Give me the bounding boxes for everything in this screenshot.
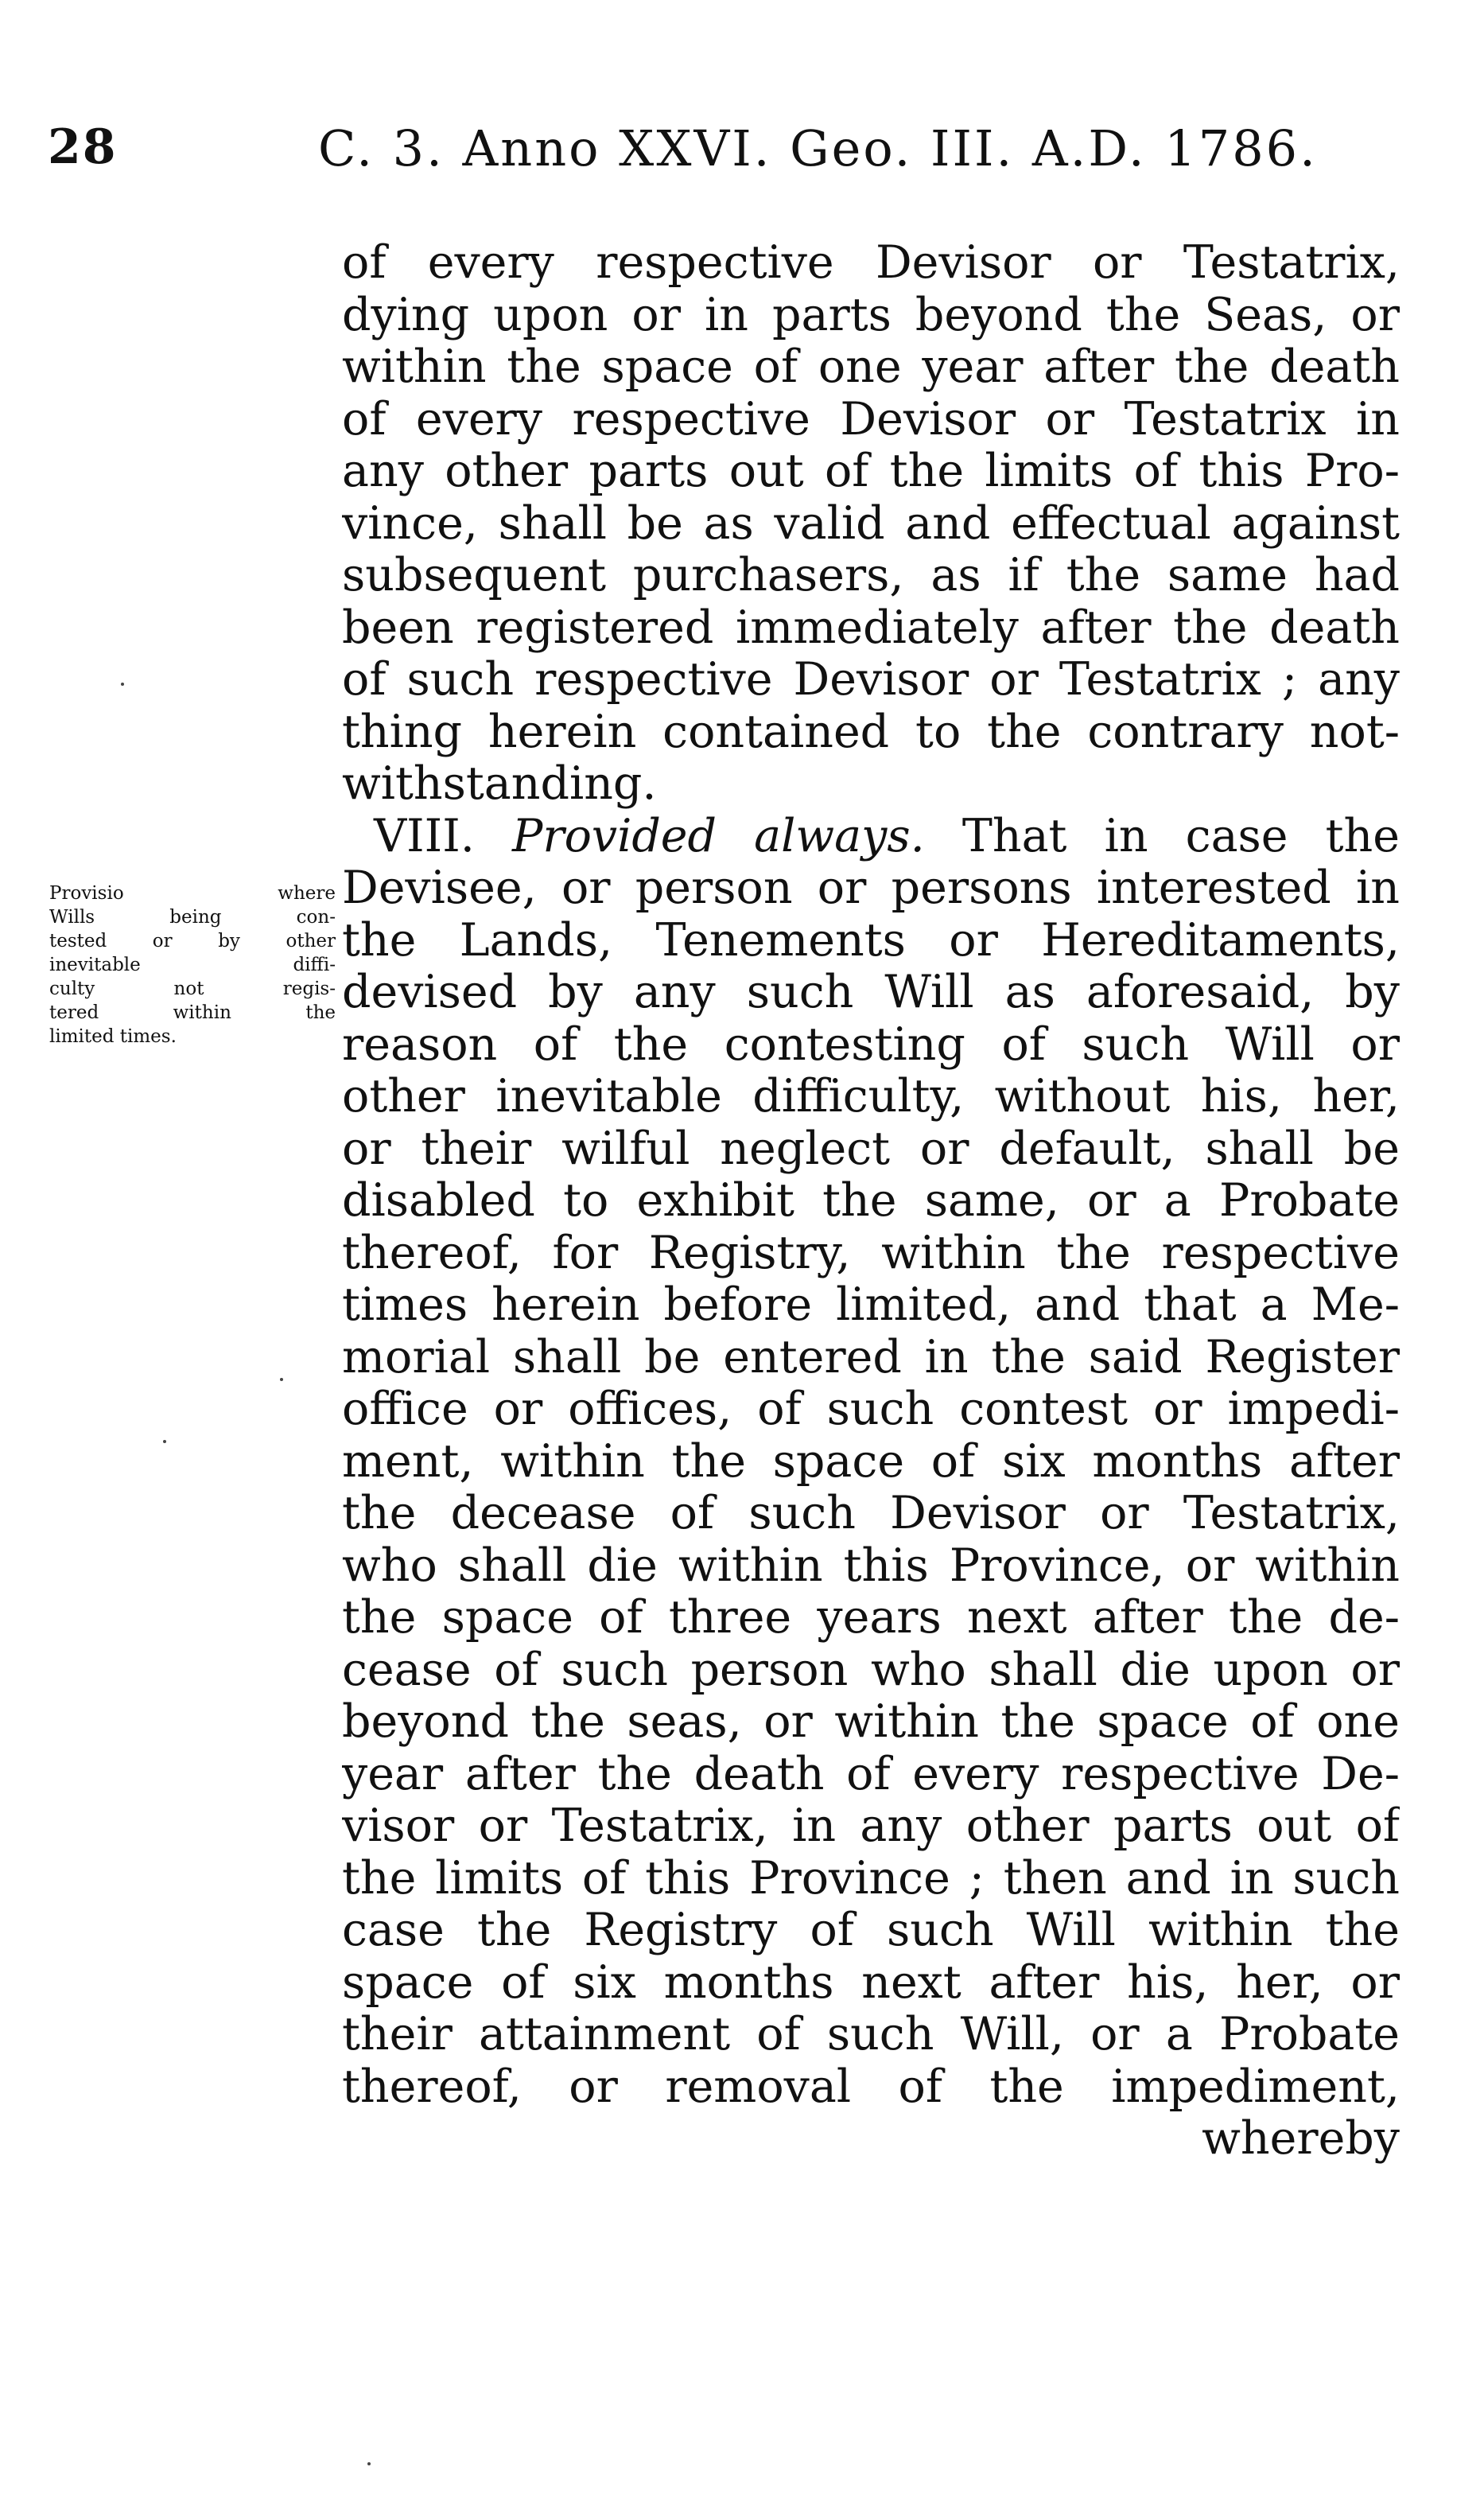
page-number: 28 (48, 119, 118, 175)
text-line: subsequent purchasers, as if the same had (342, 550, 1400, 601)
text-line: devised by any such Will as aforesaid, by (342, 967, 1400, 1018)
text-line: of every respective Devisor or Testatrix, (342, 237, 1400, 289)
text-line: their attainment of such Will, or a Probate (342, 2009, 1400, 2060)
text-line: other inevitable difficulty, without his, her, (342, 1071, 1400, 1123)
text-line: cease of such person who shall die upon or (342, 1644, 1400, 1696)
text-line: within the space of one year after the death (342, 341, 1400, 393)
text-line: or their wilful neglect or default, shall be (342, 1123, 1400, 1175)
text-line: Devisee, or person or persons interested in (342, 862, 1400, 914)
print-speck (280, 1378, 283, 1381)
print-speck (367, 2462, 371, 2465)
section-first-text: That in case the (961, 810, 1400, 862)
text-line: vince, shall be as valid and effectual against (342, 497, 1400, 550)
text-line: the limits of this Province ; then and in such (342, 1852, 1400, 1905)
margin-note-line: tered within the (49, 1002, 336, 1023)
section-number: VIII. (374, 810, 475, 862)
text-line: case the Registry of such Will within the (342, 1905, 1400, 1956)
page-header (0, 119, 1484, 183)
text-line: disabled to exhibit the same, or a Probate (342, 1175, 1400, 1227)
text-line: who shall die within this Province, or within (342, 1539, 1400, 1592)
text-line: space of six months next after his, her, or (342, 1956, 1400, 2009)
text-line: thereof, or removal of the impediment, (342, 2060, 1400, 2113)
margin-note-line: Wills being con- (49, 907, 336, 928)
text-line: reason of the contesting of such Will or (342, 1018, 1400, 1071)
text-line: withstanding. (342, 758, 657, 810)
margin-note-line: culty not regis- (49, 979, 336, 999)
text-line: office or offices, of such contest or impedi- (342, 1383, 1400, 1435)
margin-note-line: inevitable diffi- (49, 955, 336, 975)
text-line: the decease of such Devisor or Testatrix, (342, 1488, 1400, 1539)
section-proviso: Provided always. (511, 810, 925, 862)
text-line: of such respective Devisor or Testatrix ; any (342, 654, 1400, 706)
margin-note (49, 881, 336, 1049)
margin-note-line: tested or by other (49, 931, 336, 951)
catchword: whereby (1202, 2113, 1400, 2165)
text-line: morial shall be entered in the said Register (342, 1331, 1400, 1383)
text-line: of every respective Devisor or Testatrix in (342, 393, 1400, 446)
text-line: the space of three years next after the de- (342, 1592, 1400, 1644)
text-line: thing herein contained to the contrary not- (342, 706, 1400, 758)
print-speck (163, 1440, 166, 1443)
text-line: thereof, for Registry, within the respective (342, 1227, 1400, 1279)
text-line: visor or Testatrix, in any other parts out of (342, 1800, 1400, 1852)
text-line: dying upon or in parts beyond the Seas, or (342, 289, 1400, 341)
running-head: C. 3. Anno XXVI. Geo. III. A.D. 1786. (318, 119, 1318, 177)
text-line: ment, within the space of six months after (342, 1435, 1400, 1488)
text-line: the Lands, Tenements or Hereditaments, (342, 914, 1400, 967)
text-line: been registered immediately after the death (342, 601, 1400, 654)
text-line: any other parts out of the limits of this Pro- (342, 446, 1400, 497)
body-text (342, 237, 1400, 2165)
margin-note-line: limited times. (49, 1026, 177, 1047)
text-line: year after the death of every respective De- (342, 1748, 1400, 1800)
margin-note-line: Provisio where (49, 883, 336, 904)
section-heading-line (342, 811, 1400, 863)
print-speck (121, 683, 124, 686)
text-line: times herein before limited, and that a Me- (342, 1279, 1400, 1331)
text-line: beyond the seas, or within the space of one (342, 1696, 1400, 1748)
